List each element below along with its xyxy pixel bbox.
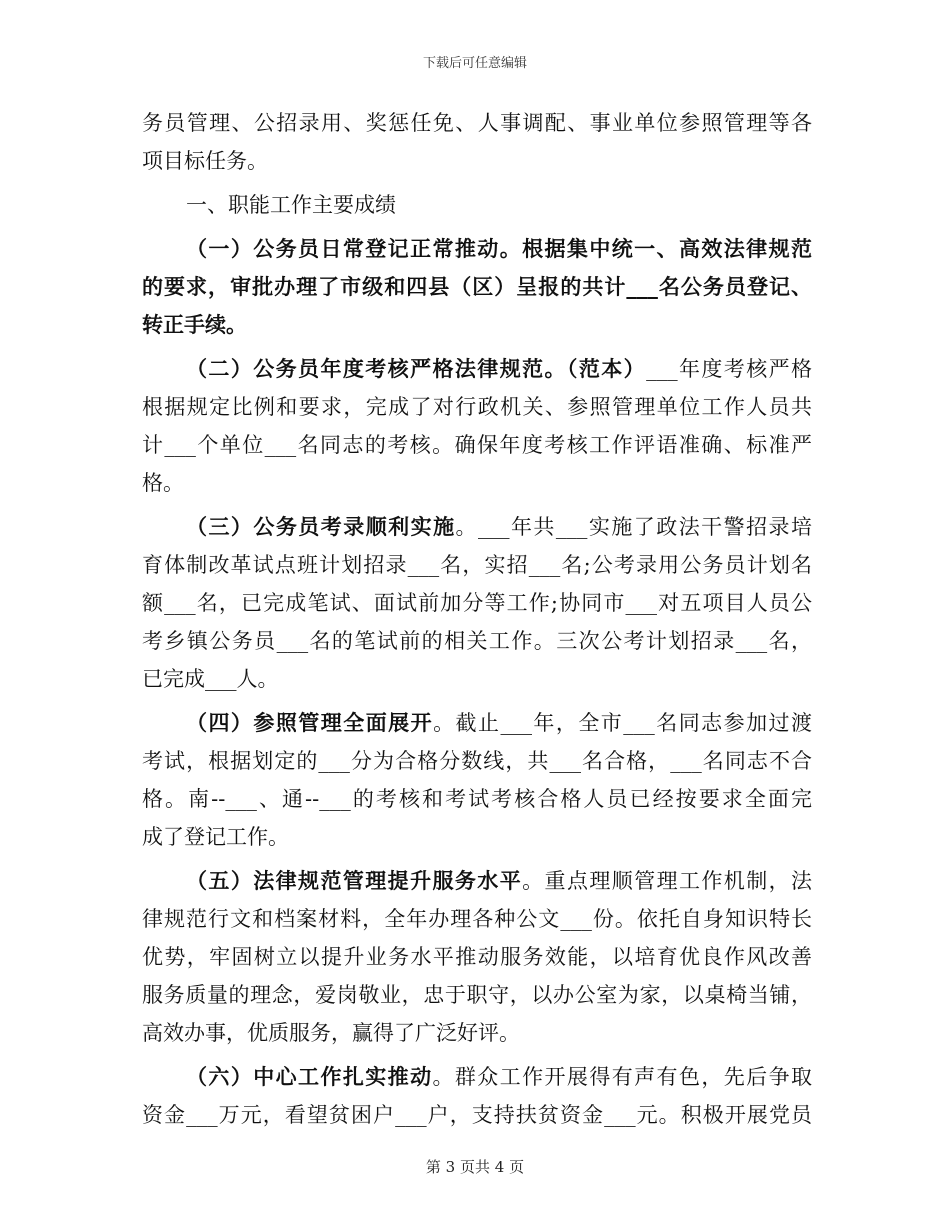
paragraph-6-line: 资金___万元，看望贫困户___户，支持扶贫资金___元。积极开展党员 xyxy=(142,1103,812,1127)
paragraph-1-line: （一）公务员日常登记正常推动。根据集中统一、高效法律规范 xyxy=(186,236,812,261)
paragraph-3-line: 考乡镇公务员___名的笔试前的相关工作。三次公考计划招录___名， xyxy=(142,629,812,653)
document-body xyxy=(142,104,812,1134)
text-line: 务员管理、公招录用、奖惩任免、人事调配、事业单位参照管理等各 xyxy=(142,111,812,135)
paragraph-5-line: （五）法律规范管理提升服务水平。重点理顺管理工作机制，法 xyxy=(186,868,813,893)
paragraph-5-line: 服务质量的理念，爱岗敬业，忠于职守，以办公室为家，以桌椅当铺， xyxy=(142,983,812,1007)
paragraph-5-line: 优势，牢固树立以提升业务水平推动服务效能，以培育优良作风改善 xyxy=(142,945,812,969)
paragraph-5-line: 高效办事，优质服务，赢得了广泛好评。 xyxy=(142,1021,520,1045)
paragraph-1-line: 转正手续。 xyxy=(142,312,247,337)
page-header: 下载后可任意编辑 xyxy=(422,56,527,71)
paragraph-4-line: 成了登记工作。 xyxy=(142,825,289,849)
paragraph-4-line: 格。南--___、通--___的考核和考试考核合格人员已经按要求全面完 xyxy=(142,787,812,811)
section-heading: 一、职能工作主要成绩 xyxy=(186,193,396,217)
paragraph-1-line: 的要求，审批办理了市级和四县（区）呈报的共计___名公务员登记、 xyxy=(142,274,812,299)
paragraph-2-line: （二）公务员年度考核严格法律规范。（范本）___年度考核严格 xyxy=(186,356,813,381)
paragraph-6-line: （六）中心工作扎实推动。群众工作开展得有声有色，先后争取 xyxy=(186,1064,813,1089)
paragraph-3-line: （三）公务员考录顺利实施。___年共___实施了政法干警招录培 xyxy=(186,514,813,539)
paragraph-3-line: 育体制改革试点班计划招录___名，实招___名;公考录用公务员计划名 xyxy=(142,553,812,577)
paragraph-4-line: 考试，根据划定的___分为合格分数线，共___名合格，___名同志不合 xyxy=(142,749,812,773)
text-line: 项目标任务。 xyxy=(142,149,268,173)
paragraph-5-line: 律规范行文和档案材料，全年办理各种公文___份。依托自身知识特长 xyxy=(142,907,812,931)
paragraph-4-line: （四）参照管理全面展开。截止___年，全市___名同志参加过渡 xyxy=(186,710,812,735)
paragraph-2-line: 计___个单位___名同志的考核。确保年度考核工作评语准确、标准严 xyxy=(142,433,812,457)
paragraph-2-line: 根据规定比例和要求，完成了对行政机关、参照管理单位工作人员共 xyxy=(142,395,812,419)
paragraph-3-line: 额___名，已完成笔试、面试前加分等工作;协同市___对五项目人员公 xyxy=(142,591,812,615)
paragraph-3-line: 已完成___人。 xyxy=(142,667,279,691)
page-footer: 第 3 页共 4 页 xyxy=(425,1158,525,1176)
paragraph-2-line: 格。 xyxy=(142,471,184,495)
